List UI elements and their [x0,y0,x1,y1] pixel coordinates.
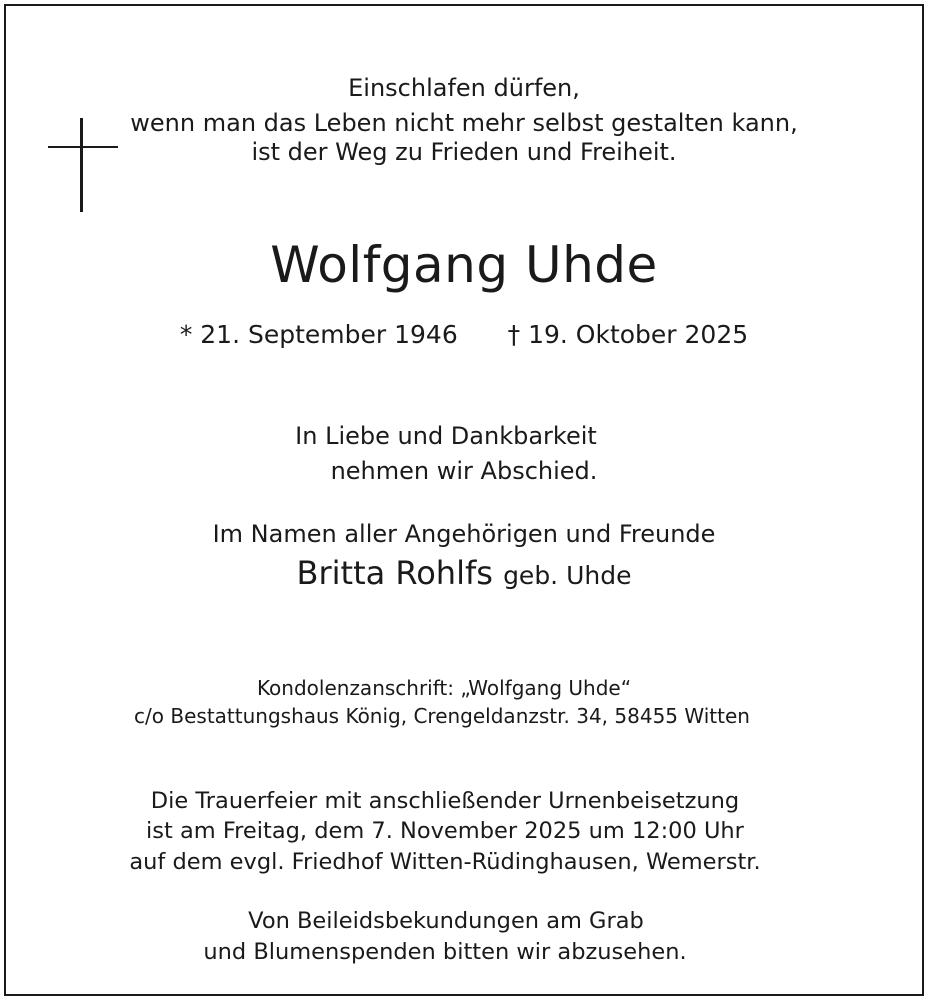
deceased-name: Wolfgang Uhde [270,236,658,294]
family-signature [0,554,928,592]
poem-line-3: ist der Weg zu Frieden und Freiheit. [251,138,677,166]
request-line-1: Von Beileidsbekundungen am Grab [248,908,644,934]
death-date: † 19. Oktober 2025 [507,320,749,349]
condolence-address-line-2: c/o Bestattungshaus König, Crengeldanzstr. 34, 58455 Witten [134,704,750,728]
ceremony-line-3: auf dem evgl. Friedhof Witten-Rüdinghausen, Wemerstr. [129,849,761,875]
poem-line-2: wenn man das Leben nicht mehr selbst gestalten kann, [130,109,798,137]
family-intro: Im Namen aller Angehörigen und Freunde [212,520,716,548]
request-line-2: und Blumenspenden bitten wir abzusehen. [203,939,687,965]
farewell-line-1: In Liebe und Dankbarkeit [295,422,597,450]
poem-line-1: Einschlafen dürfen, [348,74,580,102]
ceremony-line-1: Die Trauerfeier mit anschließender Urnenbeisetzung [150,788,740,814]
life-dates [0,320,928,349]
condolence-address-line-1: Kondolenzanschrift: „Wolfgang Uhde“ [256,676,632,700]
family-name-suffix: geb. Uhde [503,561,632,590]
family-name: Britta Rohlfs [296,554,493,592]
birth-date: * 21. September 1946 [179,320,458,349]
ceremony-line-2: ist am Freitag, dem 7. November 2025 um 12:00 Uhr [146,818,744,844]
farewell-line-2: nehmen wir Abschied. [330,457,598,485]
